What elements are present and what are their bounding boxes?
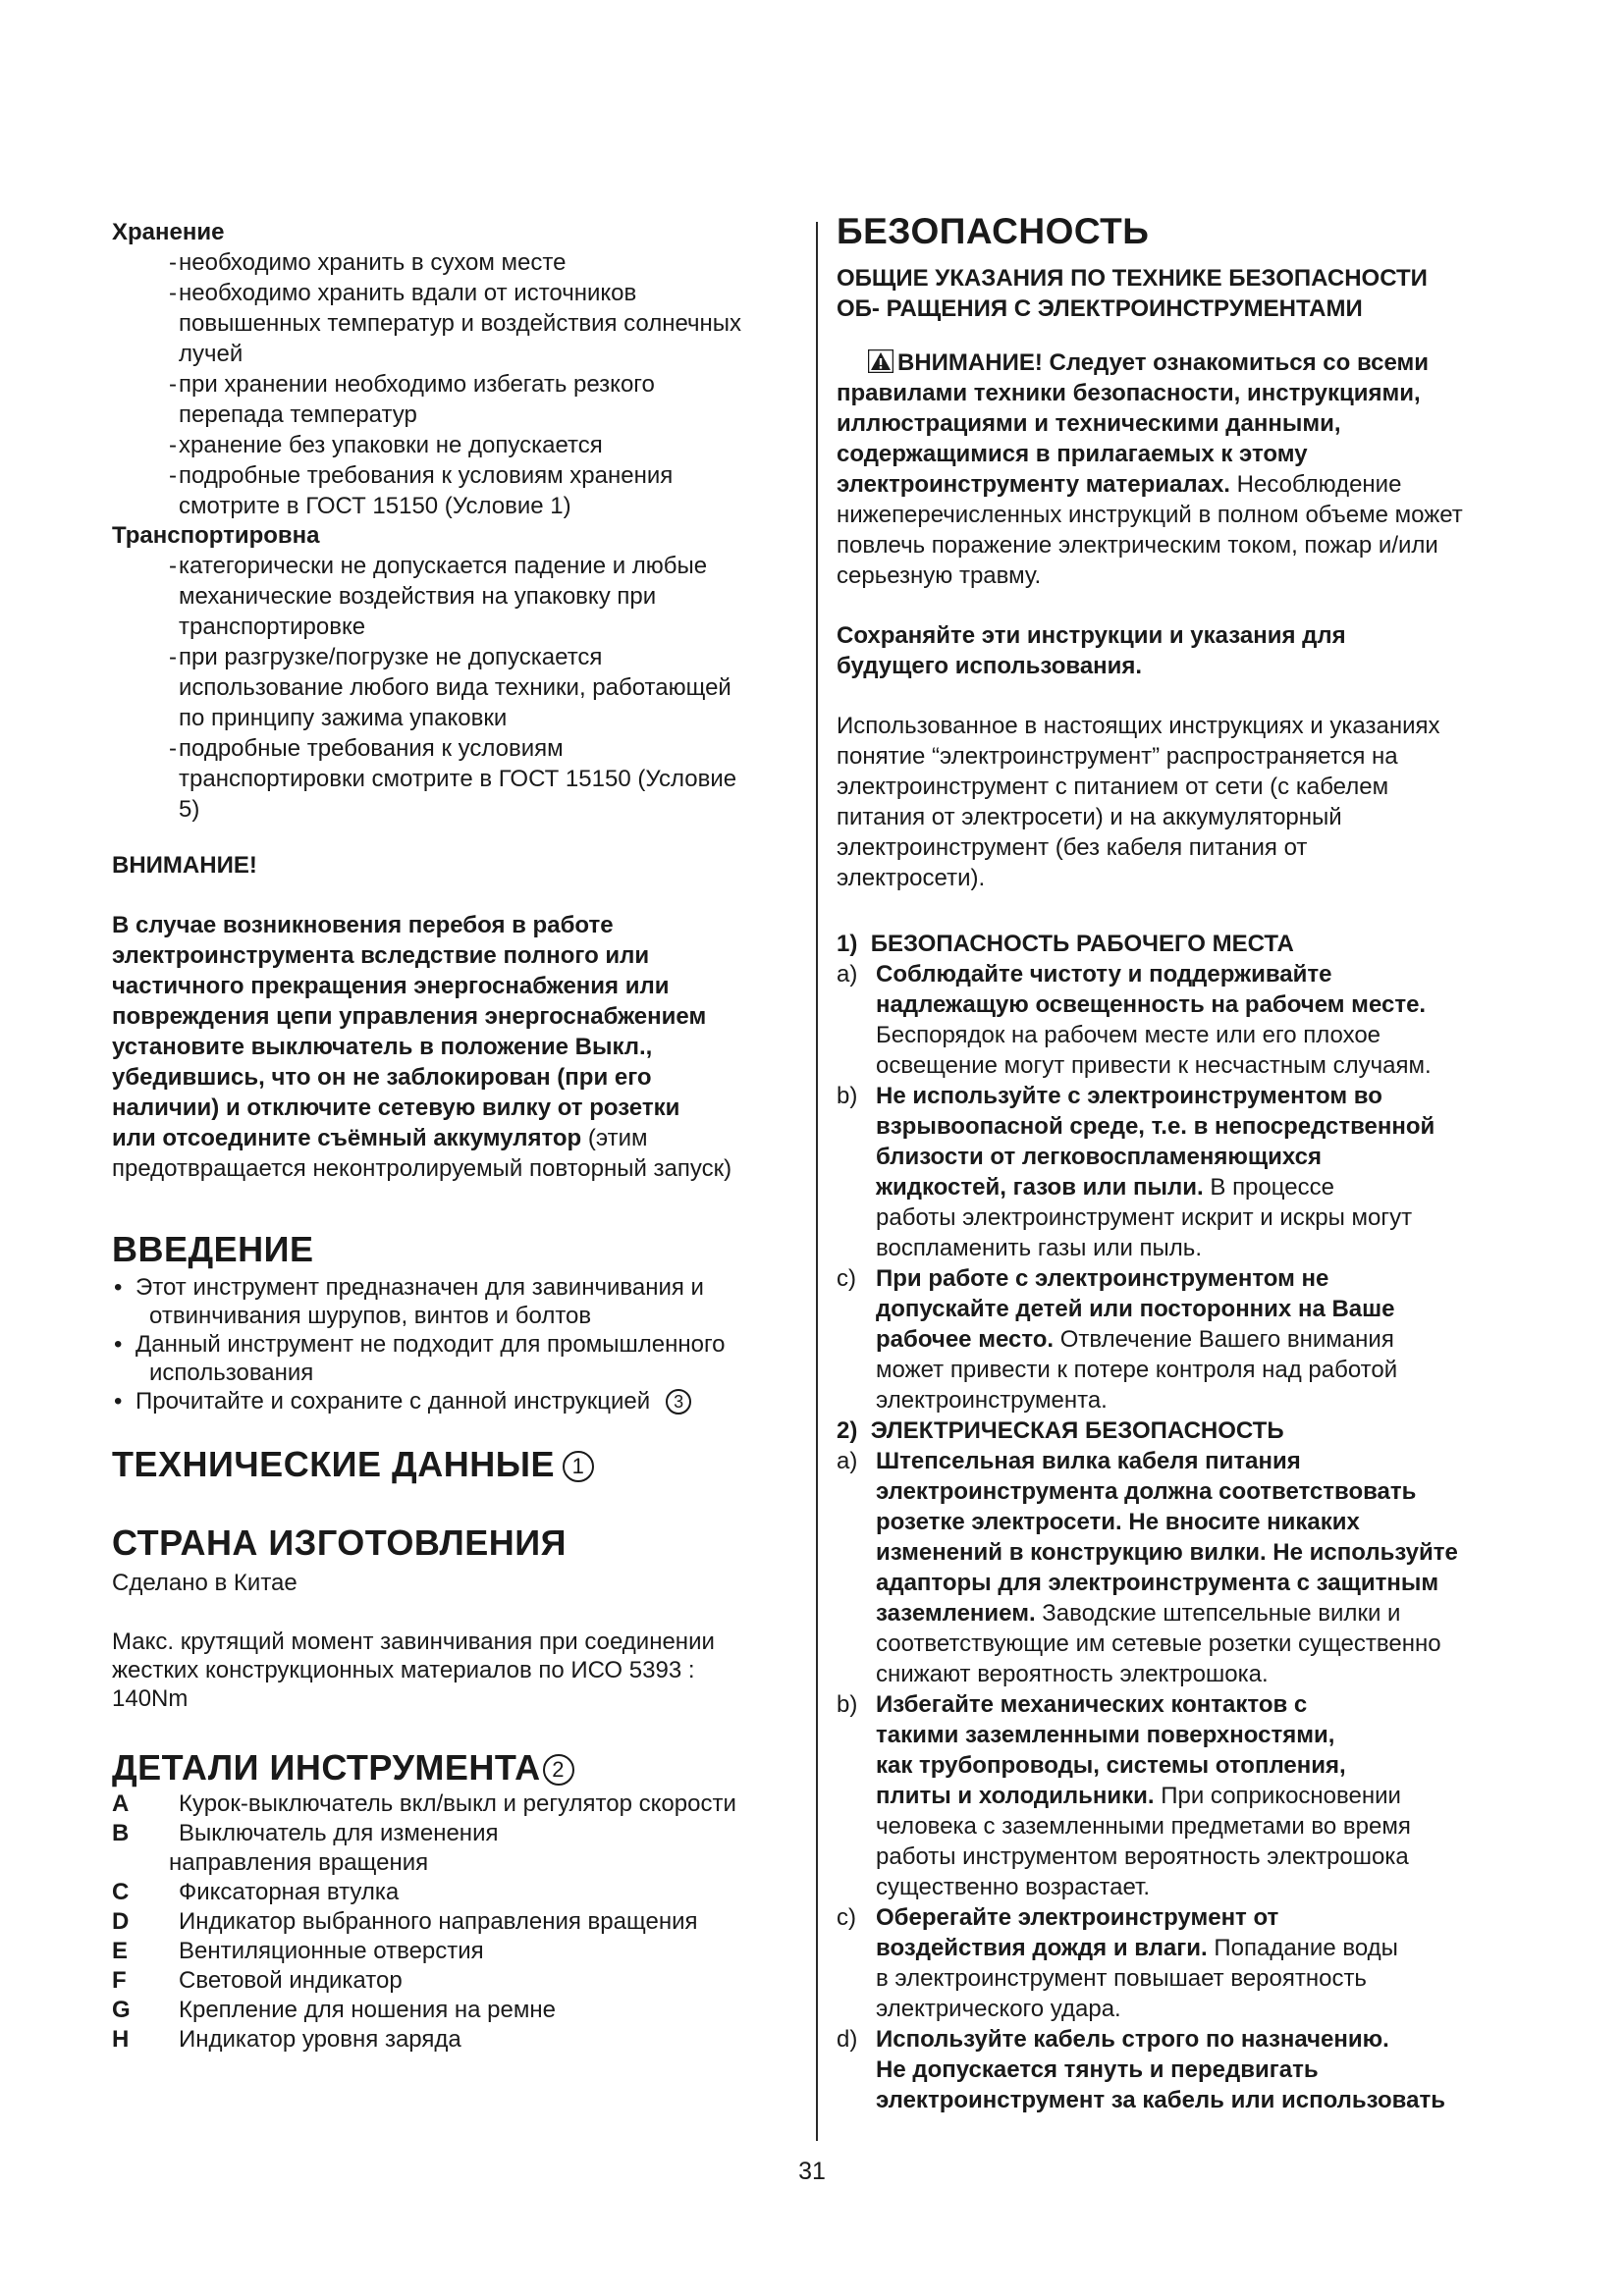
keep-instructions: Сохраняйте эти инструкции и указания для будущего использования. (837, 622, 1346, 679)
list-item: E Вентиляционные отверстия (112, 1938, 484, 1964)
list-item: F Световой индикатор (112, 1967, 403, 1994)
transport-list (112, 551, 799, 825)
list-item: - подробные требования к условиям хранения смотрите в ГОСТ 15150 (Условие 1) (169, 462, 674, 519)
storage-title: Хранение (112, 219, 225, 245)
tech-data-heading: ТЕХНИЧЕСКИЕ ДАННЫЕ 1 (112, 1443, 799, 1486)
list-item: - необходимо хранить вдали от источников повышенных температур и воздействия солнечных лучей (169, 280, 742, 367)
made-in-text: Сделано в Китае (112, 1570, 298, 1596)
intro-bullets (112, 1273, 799, 1415)
figure-ref-icon: 3 (666, 1389, 691, 1415)
list-item: a) Штепсельная вилка кабеля питания электроинструмента должна соответствовать розетке электросети. Не вносите никаких изменений в конструкцию вилки. Не используйте адапторы для электроинструмента с защитным заземлением. Заводские штепсельные вилки и соответствующие им сетевые розетки существенно снижают вероятность электрошока. (837, 1448, 1458, 1687)
list-item: - хранение без упаковки не допускается (169, 432, 603, 458)
list-item: H Индикатор уровня заряда (112, 2026, 461, 2053)
figure-ref-icon: 2 (543, 1754, 574, 1786)
list-item: c) Оберегайте электроинструмент от воздействия дождя и влаги. Попадание воды в электроинструмент повышает вероятность электрического удара. (837, 1904, 1398, 2022)
list-item: • Данный инструмент не подходит для промышленного использования (114, 1331, 726, 1386)
warning-paragraph: ВНИМАНИЕ! Следует ознакомиться со всеми правилами техники безопасности, инструкциями, иллюстрациями и техническими данными, содержащимися в прилагаемых к этому электроинструменту материалах. Несоблюдение нижеперечисленных инструкций в полном объеме может повлечь поражение электрическим током, пожар и/или серьезную травму. (837, 349, 1463, 589)
section-work-area: 1) БЕЗОПАСНОСТЬ РАБОЧЕГО МЕСТА (837, 931, 1294, 957)
list-item: b) Не используйте с электроинструментом во взрывоопасной среде, т.е. в непосредственной близости от легковоспламеняющихся жидкостей, газов или пыли. В процессе работы электроинструмент искрит и искры могут воспламенить газы или пыль. (837, 1083, 1435, 1261)
list-item: B Выключатель для изменения направления вращения (112, 1820, 499, 1876)
list-item: d) Используйте кабель строго по назначению. Не допускается тянуть и передвигать электроинструмент за кабель или использовать (837, 2026, 1445, 2113)
warning-triangle-icon (868, 349, 893, 373)
page-number: 31 (798, 2158, 826, 2185)
safety-heading: БЕЗОПАСНОСТЬ (837, 211, 1150, 251)
list-item: • Этот инструмент предназначен для завинчивания и отвинчивания шурупов, винтов и болтов (114, 1274, 704, 1329)
intro-heading: ВВЕДЕНИЕ (112, 1229, 314, 1269)
left-column (112, 218, 799, 2055)
right-column (837, 210, 1536, 2115)
attention-label: ВНИМАНИЕ! (112, 852, 257, 879)
electrical-items (837, 1446, 1536, 2115)
list-item: b) Избегайте механических контактов с такими заземленными поверхностями, как трубопроводы, системы отопления, плиты и холодильники. При соприкосновении человека с заземленными предметами во время работы инструментом вероятность электрошока существенно возрастает. (837, 1691, 1411, 1900)
country-heading: СТРАНА ИЗГОТОВЛЕНИЯ (112, 1522, 568, 1563)
parts-heading: ДЕТАЛИ ИНСТРУМЕНТА 2 (112, 1746, 799, 1789)
term-paragraph: Использованное в настоящих инструкциях и указаниях понятие “электроинструмент” распространяется на электроинструмент с питанием от сети (с кабелем питания от электросети) и на аккумуляторный электроинструмент (без кабеля питания от электросети). (837, 713, 1440, 891)
list-item: D Индикатор выбранного направления вращения (112, 1908, 698, 1935)
torque-text: Макс. крутящий момент завинчивания при соединении жестких конструкционных материалов по ИСО 5393 : 140Nm (112, 1629, 715, 1712)
list-item: • Прочитайте и сохраните с данной инструкцией 3 (112, 1387, 799, 1415)
list-item: c) При работе с электроинструментом не допускайте детей или посторонних на Ваше рабочее место. Отвлечение Вашего внимания может привести к потере контроля над работой электроинструмента. (837, 1265, 1398, 1414)
attention-paragraph: В случае возникновения перебоя в работе электроинструмента вследствие полного или частичного прекращения энергоснабжения или повреждения цепи управления энергоснабжением установите выключатель в положение Выкл., убедившись, что он не заблокирован (при его наличии) и отключите сетевую вилку от розетки или отсоедините съёмный аккумулятор (этим предотвращается неконтролируемый повторный запуск) (112, 912, 732, 1182)
parts-list (112, 1789, 799, 2055)
work-area-items (837, 959, 1536, 1415)
list-item: C Фиксаторная втулка (112, 1879, 400, 1905)
section-electrical: 2) ЭЛЕКТРИЧЕСКАЯ БЕЗОПАСНОСТЬ (837, 1417, 1284, 1444)
list-item: - при хранении необходимо избегать резкого перепада температур (169, 371, 655, 428)
column-divider (816, 222, 818, 2141)
list-item: - при разгрузке/погрузке не допускается использование любого вида техники, работающей по принципу зажима упаковки (169, 644, 731, 731)
list-item: - категорически не допускается падение и любые механические воздействия на упаковку при транспортировке (169, 553, 708, 640)
figure-ref-icon: 1 (563, 1451, 594, 1482)
list-item: G Крепление для ношения на ремне (112, 1997, 556, 2023)
storage-list (112, 247, 799, 521)
list-item: - подробные требования к условиям транспортировки смотрите в ГОСТ 15150 (Условие 5) (169, 735, 737, 823)
list-item: - необходимо хранить в сухом месте (169, 249, 567, 276)
safety-subtitle: ОБЩИЕ УКАЗАНИЯ ПО ТЕХНИКЕ БЕЗОПАСНОСТИ ОБ- РАЩЕНИЯ С ЭЛЕКТРОИНСТРУМЕНТАМИ (837, 265, 1428, 322)
transport-title: Транспортировна (112, 522, 320, 549)
list-item: a) Соблюдайте чистоту и поддерживайте надлежащую освещенность на рабочем месте. Беспорядок на рабочем месте или его плохое освещение могут привести к несчастным случаям. (837, 961, 1432, 1079)
list-item: A Курок-выключатель вкл/выкл и регулятор скорости (112, 1790, 736, 1817)
